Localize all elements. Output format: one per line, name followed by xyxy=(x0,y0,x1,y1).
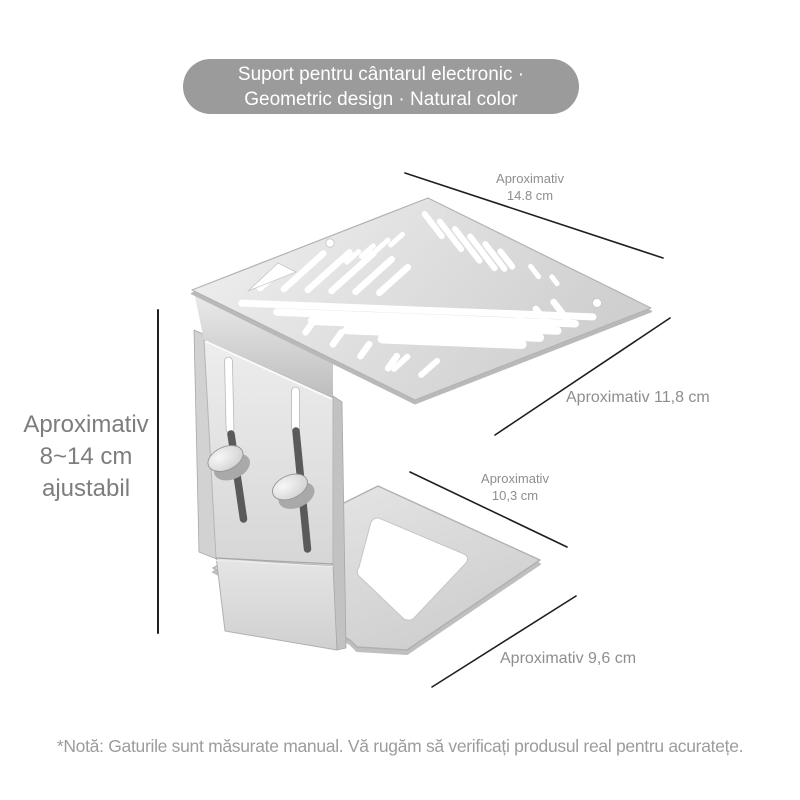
screw-hole-right xyxy=(593,299,602,308)
column-side-face xyxy=(333,396,346,650)
label-base-width: Aproximativ 9,6 cm xyxy=(500,650,637,667)
label-side-depth: Aproximativ 11,8 cm xyxy=(566,389,710,406)
label-adjustable-height: Aproximativ 8~14 cm ajustabil xyxy=(23,411,149,502)
footnote: *Notă: Gaturile sunt măsurate manual. Vă rugăm să verificați produsul real pentru acuratețe. xyxy=(56,736,744,756)
title-badge-text: Suport pentru cântarul electronic · Geometric design · Natural color xyxy=(237,63,525,110)
label-base-depth: Aproximativ 10,3 cm xyxy=(481,471,549,503)
column-lower-plate xyxy=(216,556,337,650)
screw-hole-top xyxy=(326,239,334,247)
label-top-width: Aproximativ 14.8 cm xyxy=(496,171,564,203)
